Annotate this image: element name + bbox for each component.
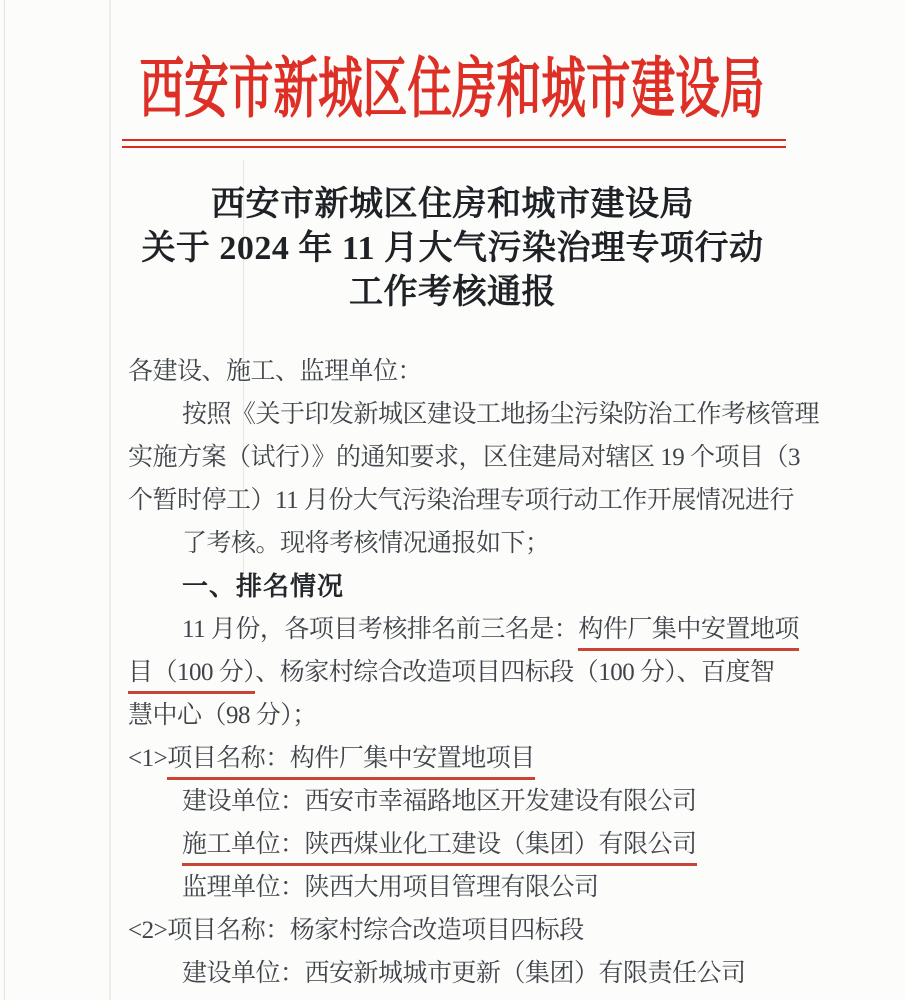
red-underlined-text: 目（100 分） <box>128 659 255 694</box>
scan-artifact-streak <box>109 0 111 1000</box>
document-line <box>128 608 808 651</box>
document-line <box>128 909 808 952</box>
document-line <box>128 737 808 780</box>
body-text: 按照《关于印发新城区建设工地扬尘污染防治工作考核管理 <box>182 401 820 428</box>
body-text: 监理单位：陕西大用项目管理有限公司 <box>182 874 599 901</box>
document-line <box>128 651 808 694</box>
body-text: 建设单位：西安新城城市更新（集团）有限责任公司 <box>182 960 746 987</box>
red-underlined-text: 构件厂集中安置地项 <box>578 616 799 651</box>
document-line <box>128 522 808 565</box>
document-line <box>128 694 808 737</box>
document-line <box>128 436 808 479</box>
document-title <box>0 183 905 315</box>
body-text: 慧中心（98 分）； <box>128 702 317 729</box>
letterhead-double-rule <box>122 139 786 148</box>
document-line <box>128 780 808 823</box>
document-title-line: 关于 2024 年 11 月大气污染治理专项行动 <box>141 230 764 267</box>
scan-artifact-streak <box>4 0 5 1000</box>
section-heading-text: 一、排名情况 <box>182 571 345 601</box>
document-title-line: 工作考核通报 <box>349 274 556 311</box>
body-text: <1> <box>128 745 168 772</box>
red-underlined-text: 施工单位：陕西煤业化工建设（集团）有限公司 <box>182 831 697 866</box>
document-line <box>128 479 808 522</box>
letterhead-agency-name <box>0 44 905 136</box>
red-underlined-text: 项目名称：构件厂集中安置地项目 <box>167 745 535 780</box>
document-title-line: 西安市新城区住房和城市建设局 <box>211 186 694 223</box>
document-line <box>128 393 820 436</box>
body-text: 个暂时停工）11 月份大气污染治理专项行动工作开展情况进行 <box>128 487 794 514</box>
document-line <box>128 823 808 866</box>
body-text: 11 月份，各项目考核排名前三名是： <box>182 616 579 643</box>
body-text: 实施方案（试行）》的通知要求，区住建局对辖区 19 个项目（3 <box>128 444 801 471</box>
document-body <box>128 350 820 995</box>
document-line <box>128 952 808 995</box>
body-text: 、杨家村综合改造项目四标段（100 分）、百度智 <box>255 659 775 686</box>
document-line <box>128 565 808 608</box>
body-text: 各建设、施工、监理单位： <box>128 358 423 385</box>
body-text: <2>项目名称：杨家村综合改造项目四标段 <box>128 917 584 944</box>
letterhead-agency-name-text: 西安市新城区住房和城市建设局 <box>140 53 765 127</box>
document-line <box>128 866 808 909</box>
body-text: 建设单位：西安市幸福路地区开发建设有限公司 <box>182 788 697 815</box>
document-line <box>128 350 808 393</box>
body-text: 了考核。现将考核情况通报如下； <box>182 530 550 557</box>
